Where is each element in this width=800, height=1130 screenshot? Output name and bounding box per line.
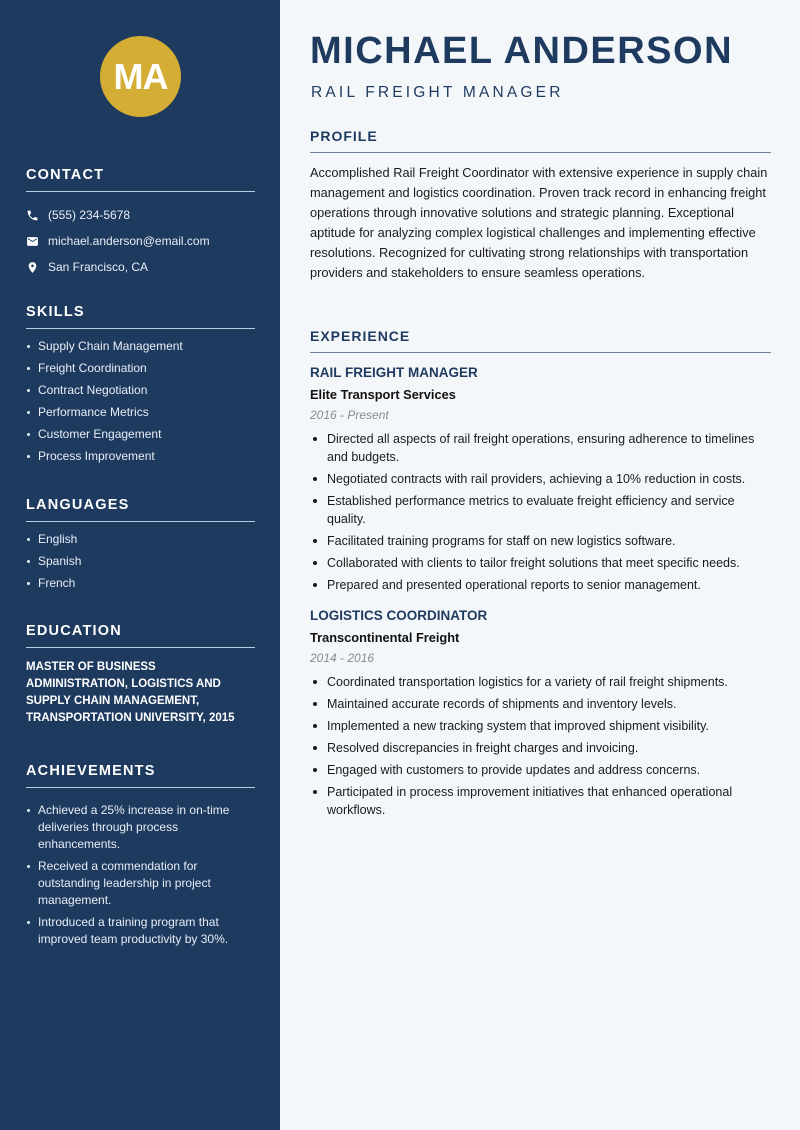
- contact-location: San Francisco, CA: [26, 254, 255, 280]
- achievement-item: Received a commendation for outstanding leadership in project management.: [26, 858, 255, 909]
- skill-item: Freight Coordination: [26, 360, 255, 377]
- job-bullet: Facilitated training programs for staff on new logistics software.: [310, 532, 771, 550]
- profile-heading: PROFILE: [310, 128, 771, 153]
- education-entry: MASTER OF BUSINESS ADMINISTRATION, LOGISTICS AND SUPPLY CHAIN MANAGEMENT, TRANSPORTATION UNIVERSITY, 2015: [26, 661, 235, 724]
- contact-section: [26, 167, 255, 280]
- job-bullet: Established performance metrics to evaluate freight efficiency and service quality.: [310, 492, 771, 528]
- languages-heading: LANGUAGES: [26, 497, 255, 522]
- skill-item: Supply Chain Management: [26, 338, 255, 355]
- skill-item: Performance Metrics: [26, 404, 255, 421]
- job-bullets: [310, 673, 771, 819]
- job-bullet: Maintained accurate records of shipments and inventory levels.: [310, 695, 771, 713]
- job-bullet: Participated in process improvement initiatives that enhanced operational workflows.: [310, 783, 771, 819]
- job-company: Elite Transport Services: [310, 387, 456, 402]
- language-item: English: [26, 531, 255, 548]
- skill-item: Process Improvement: [26, 448, 255, 465]
- job-dates: 2016 - Present: [310, 408, 389, 422]
- languages-section: [26, 497, 255, 597]
- main-content: [280, 0, 800, 1130]
- skills-heading: SKILLS: [26, 304, 255, 329]
- job-entry: [310, 365, 771, 594]
- languages-list: [26, 531, 255, 592]
- achievements-heading: ACHIEVEMENTS: [26, 763, 255, 788]
- profile-text: Accomplished Rail Freight Coordinator with extensive experience in supply chain management and logistics coordination. Proven track record in enhancing freight operations through innovative solutions and strategic planning. Exceptional aptitude for analyzing complex logistical challenges and implementing effective resolutions. Recognized for cultivating strong relationships with transportation providers and stakeholders to ensure seamless operations.: [310, 165, 768, 280]
- location-pin-icon: [26, 261, 39, 274]
- job-bullet: Directed all aspects of rail freight operations, ensuring adherence to timelines and budgets.: [310, 430, 771, 466]
- job-bullet: Resolved discrepancies in freight charges and invoicing.: [310, 739, 771, 757]
- avatar-initials: MA: [113, 55, 168, 97]
- phone-icon: [26, 209, 39, 222]
- candidate-title: RAIL FREIGHT MANAGER: [311, 84, 564, 101]
- achievements-list: [26, 802, 255, 948]
- achievement-item: Introduced a training program that improved team productivity by 30%.: [26, 914, 255, 948]
- sidebar: [0, 0, 280, 1130]
- candidate-name: MICHAEL ANDERSON: [310, 30, 734, 72]
- language-item: Spanish: [26, 553, 255, 570]
- skill-item: Customer Engagement: [26, 426, 255, 443]
- education-section: [26, 623, 255, 727]
- job-bullet: Implemented a new tracking system that improved shipment visibility.: [310, 717, 771, 735]
- experience-section: [310, 328, 771, 823]
- job-bullets: [310, 430, 771, 594]
- contact-phone: (555) 234-5678: [26, 202, 255, 228]
- job-bullet: Prepared and presented operational reports to senior management.: [310, 576, 771, 594]
- skill-item: Contract Negotiation: [26, 382, 255, 399]
- language-item: French: [26, 575, 255, 592]
- profile-section: [310, 128, 771, 283]
- contact-email: michael.anderson@email.com: [26, 228, 255, 254]
- job-bullet: Coordinated transportation logistics for a variety of rail freight shipments.: [310, 673, 771, 691]
- experience-heading: EXPERIENCE: [310, 328, 771, 353]
- job-entry: [310, 608, 771, 819]
- education-heading: EDUCATION: [26, 623, 255, 648]
- job-bullet: Engaged with customers to provide updates and address concerns.: [310, 761, 771, 779]
- job-dates: 2014 - 2016: [310, 651, 375, 665]
- contact-heading: CONTACT: [26, 167, 255, 192]
- skills-section: [26, 304, 255, 470]
- job-bullet: Negotiated contracts with rail providers, achieving a 10% reduction in costs.: [310, 470, 771, 488]
- job-company: Transcontinental Freight: [310, 630, 460, 645]
- job-bullet: Collaborated with clients to tailor freight solutions that meet specific needs.: [310, 554, 771, 572]
- job-title: RAIL FREIGHT MANAGER: [310, 365, 478, 380]
- achievement-item: Achieved a 25% increase in on-time deliveries through process enhancements.: [26, 802, 255, 853]
- avatar: [100, 36, 181, 117]
- achievements-section: [26, 763, 255, 953]
- job-title: LOGISTICS COORDINATOR: [310, 608, 488, 623]
- skills-list: [26, 338, 255, 465]
- email-icon: [26, 235, 39, 248]
